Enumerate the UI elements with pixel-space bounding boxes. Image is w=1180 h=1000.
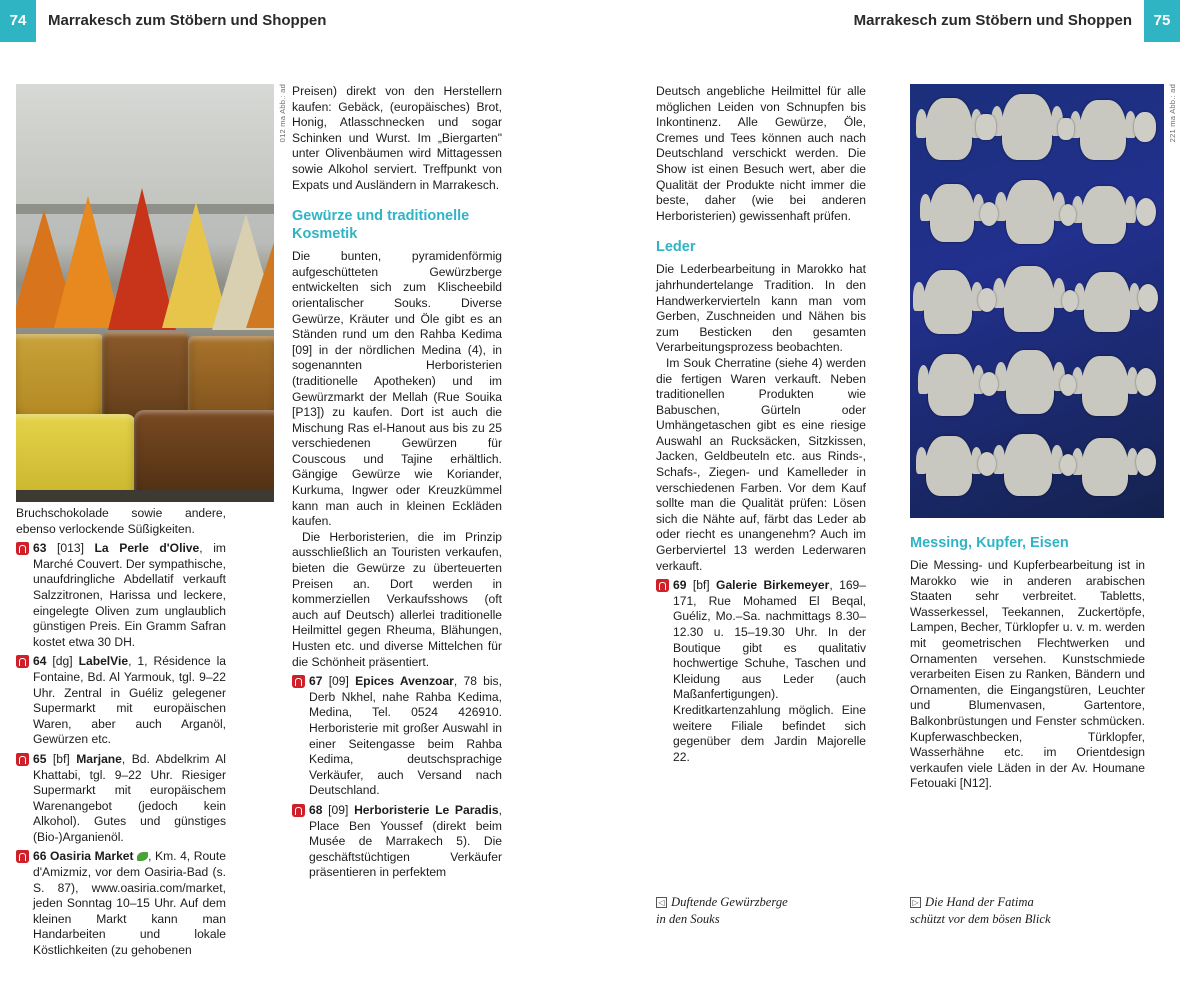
section-heading-metal: Messing, Kupfer, Eisen (910, 535, 1069, 551)
caption-right-line2: schützt vor dem bösen Blick (910, 912, 1051, 926)
caption-right (910, 894, 1145, 928)
poi-map-code: [013] (57, 541, 84, 556)
poi-name: LabelVie (78, 654, 129, 669)
column-3 (656, 84, 866, 765)
poi-name: La Perle d'Olive (94, 541, 200, 556)
column-1 (16, 506, 226, 959)
shop-marker-icon (292, 804, 305, 817)
poi-map-code: [bf] (692, 578, 710, 593)
poi-entry-66 (16, 849, 226, 958)
paragraph-continued: Bruchschokolade sowie andere, ebenso verlockende Süßigkeiten. (16, 506, 226, 536)
poi-text: , im Marché Couvert. Der sympathische, unaufdringliche Abdellatif verkauft Salzzitronen, Harissa und leckere, eingelegte Oliven zum unglaublich günstigen Preis. Ein Gramm Safran kostet etwa 30 DH. (33, 541, 226, 649)
caption-left-line1: Duftende Gewürzberge (671, 895, 788, 909)
page-number-right: 75 (1153, 12, 1171, 29)
shop-marker-icon (292, 675, 305, 688)
poi-entry-68 (292, 803, 502, 881)
poi-entry-67 (292, 674, 502, 799)
shop-marker-icon (16, 655, 29, 668)
caption-right-line1: Die Hand der Fatima (925, 895, 1034, 909)
running-head (0, 0, 1180, 42)
column-2 (292, 84, 502, 881)
poi-name: Marjane (76, 751, 122, 766)
caption-left-line2: in den Souks (656, 912, 720, 926)
poi-entry-63 (16, 541, 226, 650)
paragraph-spices-2: Die Herboristerien, die im Prinzip ausschließlich an Touristen verkaufen, bieten die Gewürze zu überteuerten Preisen an. Dort werden in kommerziellen Verkaufsshows (oft auch auf Deutsch) allerlei traditionelle Heilmittel gegen Rheuma, Blähungen, Husten etc. und diverse Mittelchen für die Schönheit präsentiert. (292, 529, 502, 669)
photo-hand-of-fatima (910, 84, 1164, 518)
poi-text: , 78 bis, Derb Nkhel, nahe Rahba Kedima, Medina, Tel. 0524 426910. Herboristerie mit großer Auswahl in einer Seitengasse beim Rahba Kedima, deutschsprachige Verkäufer, auch Versand nach Deutschland. (309, 674, 502, 798)
poi-entry-65 (16, 752, 226, 846)
poi-entry-69 (656, 578, 866, 765)
poi-number: 65 (33, 751, 47, 766)
arrow-left-icon: ◁ (656, 897, 667, 908)
poi-number: 64 (33, 654, 47, 669)
paragraph-leather-2: Im Souk Cherratine (siehe 4) werden die fertigen Waren verkauft. Neben traditionellen Produkten wie Babuschen, Gürteln oder Umhängetaschen gibt es eine riesige Auswahl an Rucksäcken, Sitzkissen, Jacken, Geldbeuteln etc. aus Rinds-, Schafs-, Ziegen- und Kamelleder in verschiedenen Farben. Vor dem Kauf sollte man die Qualität prüfen: Lösen sich die Nähte auf, färbt das Leder ab oder riecht es unangenehm? Auch im Gerberviertel 13 werden Lederwaren verkauft. (656, 355, 866, 573)
poi-number: 68 (309, 802, 323, 817)
arrow-right-icon: ▷ (910, 897, 921, 908)
running-head-title-right: Marrakesch zum Stöbern und Shoppen (853, 12, 1132, 29)
poi-map-code: [dg] (52, 654, 73, 669)
shop-marker-icon (16, 542, 29, 555)
shop-marker-icon (16, 850, 29, 863)
paragraph-spices-1: Die bunten, pyramidenförmig aufgeschütteten Gewürzberge entwickelten sich zum Klischeebild orientalischer Souks. Diverse Gewürze, Kräuter und Öle gibt es an Ständen rund um den Rahba Kedima [09] in der nördlichen Medina (4), in sogenannten Herboristerien (traditionelle Apotheken) und im Gewürzmarkt der Mellah (Rue Souika [P13]) zu kaufen. Dort ist auch die Mischung Ras el-Hanout aus bis zu 25 verschiedenen Gewürzen für Couscous und Tajine erhältlich. Gängige Gewürze wie Koriander, Kurkuma, Ingwer oder Kreuzkümmel kann man auch in kleinen Eckläden kaufen. (292, 249, 502, 529)
poi-map-code: [09] (328, 674, 349, 689)
column-4 (910, 534, 1145, 792)
poi-number: 67 (309, 674, 323, 689)
paragraph-continued: Deutsch angebliche Heilmittel für alle möglichen Leiden von Schnupfen bis Inkontinenz. Alle Gewürze, Öle, Cremes und Tees können auch nach Deutschland verschickt werden. Die Show ist einen Besuch wert, aber die Qualität der Produkte nicht immer die beste, daher (wie bei anderen Herboristerien) gewissenhaft prüfen. (656, 84, 866, 223)
poi-text: , Bd. Abdelkrim Al Khattabi, tgl. 9–22 Uhr. Riesiger Supermarkt mit europäischem Warenangebot (jedoch kein Alkohol). Gutes und günstiges (Bio-)Arganienöl. (33, 751, 226, 844)
paragraph-continued: Preisen) direkt von den Herstellern kaufen: Gebäck, (europäisches) Brot, Honig, Atlasschnecken und sogar Schinken und Wurst. Im „Biergarten" unter Olivenbäumen wird Mittagessen sowie Alkohol serviert. Treffpunkt von Expats und Ausländern in Marrakesch. (292, 84, 502, 192)
page-number-left: 74 (9, 12, 27, 29)
photo-credit-hands: 221 ma Abb.: ad (1168, 84, 1177, 143)
poi-name: Epices Avenzoar (355, 674, 454, 689)
shop-marker-icon (656, 579, 669, 592)
paragraph-metal-1: Die Messing- und Kupferbearbeitung ist in Marokko wie in anderen arabischen Staaten sehr verbreitet. Tabletts, Wasserkessel, Teekannen, Zuckertöpfe, Lampen, Becher, Türklopfer u. v. m. werden mit geometrischen Flechtwerken und Ornamenten versehen. Kunstschmiede verarbeiten Eisen zu Ranken, Bändern und Ornamenten, die Eingangstüren, Leuchter und Blumenvasen, Gartentore, Balkonbrüstungen und Fenster schmücken. Kupferwaschbecken, Türklopfer, Wasserhähne etc. im Orientdesign verkaufen viele Läden in der Av. Houmane Fetouaki [N12]. (910, 558, 1145, 791)
poi-text: , Km. 4, Route d'Amizmiz, vor dem Oasiria-Bad (s. S. 87), www.oasiria.com/market, jeden Sonntag 10–15 Uhr. Auf dem kleinen Markt kann man Handarbeiten und lokale Köstlichkeiten (zu gehobenen (33, 849, 226, 958)
poi-map-code: [09] (328, 802, 349, 817)
poi-text: , Place Ben Youssef (direkt beim Musée de Marrakech 5). Die geschäftstüchtigen Verkäufer präsentieren in perfektem (309, 802, 502, 880)
section-heading-spices: Gewürze und traditionelle Kosmetik (292, 208, 470, 243)
poi-name: Herboristerie Le Paradis (354, 802, 499, 817)
paragraph-leather-1: Die Lederbearbeitung in Marokko hat jahrhundertelange Tradition. In den Handwerkervierteln kann man vom Gerben, Zuschneiden und Nähen bis zum Besticken den gesamten Verarbeitungsprozess beobachten. (656, 262, 866, 355)
photo-credit-spices: 012 ma Abb.: ad (278, 84, 287, 143)
poi-name: Oasiria Market (50, 849, 134, 864)
caption-left (656, 894, 866, 928)
shop-marker-icon (16, 753, 29, 766)
photo-spice-market (16, 84, 274, 502)
poi-number: 66 (33, 849, 47, 864)
poi-name: Galerie Birkemeyer (716, 578, 830, 593)
poi-entry-64 (16, 654, 226, 748)
poi-map-code: [bf] (52, 751, 70, 766)
section-heading-leather: Leder (656, 239, 696, 256)
poi-text: , 1, Résidence la Fontaine, Bd. Al Yarmouk, tgl. 9–22 Uhr. Zentral in Guéliz gelegener Supermarkt mit europäischen Waren, aber auch Arganöl, Gewürzen etc. (33, 654, 226, 747)
running-head-title-left: Marrakesch zum Stöbern und Shoppen (48, 12, 327, 29)
eco-leaf-icon (137, 852, 148, 861)
poi-number: 63 (33, 541, 47, 556)
poi-text: , 169–171, Rue Mohamed El Beqal, Guéliz, Mo.–Sa. nachmittags 8.30–12.30 u. 15–19.30 Uhr. In der Boutique gibt es qualitativ hochwertige Schuhe, Taschen und Kleidung aus Leder (auch Maßanfertigungen). Kreditkartenzahlung möglich. Eine weitere Filiale befindet sich gegenüber dem Jardin Majorelle 22. (673, 578, 866, 764)
poi-number: 69 (673, 578, 687, 593)
